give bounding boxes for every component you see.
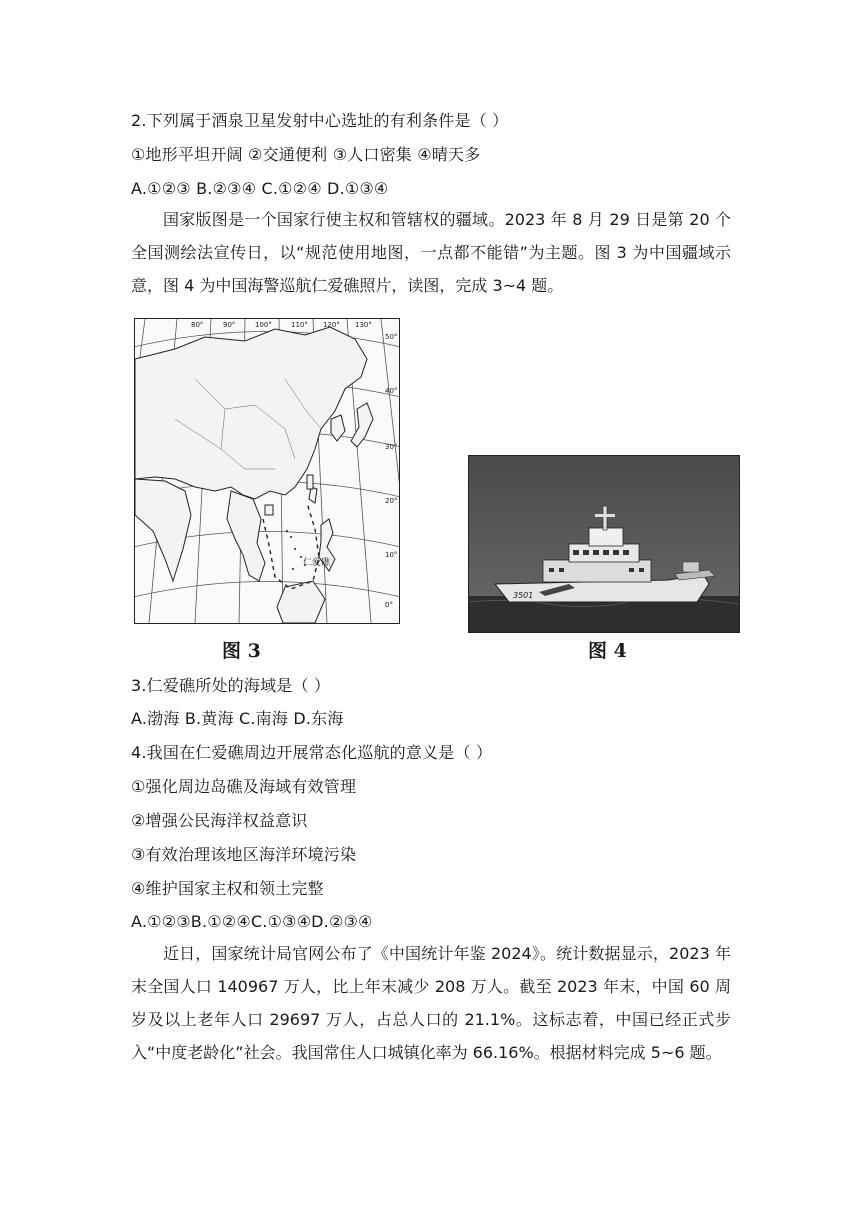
figure-3-caption: 图 3: [222, 640, 261, 662]
lat-label: 30°: [385, 443, 398, 451]
passage-2-text: 近日，国家统计局官网公布了《中国统计年鉴 2024》。统计数据显示，2023 年末全国人口 140967 万人，比上年末减少 208 万人。截至 2023 年末，中国 60 周岁及以上老年人口 29697 万人，占总人口的 21.1%。这标志着，中国已经正式步入“中度老龄化”社会。我国常住人口城镇化率为 66.16%。根据材料完成 5~6 题。: [131, 944, 731, 1062]
q3-options: A.渤海 B.黄海 C.南海 D.东海: [131, 709, 344, 728]
q3-stem: 3.仁爱礁所处的海域是（ ）: [131, 676, 331, 695]
lat-label: 50°: [385, 333, 398, 341]
lon-label: 110°: [291, 321, 308, 329]
lon-label: 130°: [355, 321, 372, 329]
q2-items: ①地形平坦开阔 ②交通便利 ③人口密集 ④晴天多: [131, 145, 481, 164]
q4-options: A.①②③B.①②④C.①③④D.②③④: [131, 912, 373, 931]
renai-reef-label: 仁爱礁: [303, 558, 331, 568]
passage-2: [131, 937, 731, 1069]
lat-label: 0°: [385, 601, 393, 609]
lon-label: 80°: [191, 321, 204, 329]
q4-item-2: ②增强公民海洋权益意识: [131, 811, 308, 830]
q4-item-4: ④维护国家主权和领土完整: [131, 879, 324, 898]
coast-guard-ship-photo: [469, 456, 739, 632]
lat-label: 40°: [385, 387, 398, 395]
passage-1: [131, 203, 731, 302]
lon-label: 120°: [323, 321, 340, 329]
lat-label: 20°: [385, 497, 398, 505]
figure-3-map: [134, 318, 400, 624]
passage-1-text: 国家版图是一个国家行使主权和管辖权的疆域。2023 年 8 月 29 日是第 20 个全国测绘法宣传日，以“规范使用地图，一点都不能错”为主题。图 3 为中国疆域示意，图 4 为中国海警巡航仁爱礁照片，读图，完成 3~4 题。: [131, 210, 731, 295]
q4-item-3: ③有效治理该地区海洋环境污染: [131, 845, 357, 864]
figure-4-caption: 图 4: [588, 640, 627, 662]
lon-label: 90°: [223, 321, 236, 329]
figure-4-photo: [468, 455, 740, 633]
lat-label: 10°: [385, 551, 398, 559]
china-territory-map: [135, 319, 399, 623]
hull-number: 3501: [513, 591, 534, 600]
q4-item-1: ①强化周边岛礁及海域有效管理: [131, 777, 357, 796]
lon-label: 100°: [255, 321, 272, 329]
q2-stem: 2.下列属于酒泉卫星发射中心选址的有利条件是（ ）: [131, 111, 509, 130]
q4-stem: 4.我国在仁爱礁周边开展常态化巡航的意义是（ ）: [131, 743, 493, 762]
q2-options: A.①②③ B.②③④ C.①②④ D.①③④: [131, 179, 389, 198]
